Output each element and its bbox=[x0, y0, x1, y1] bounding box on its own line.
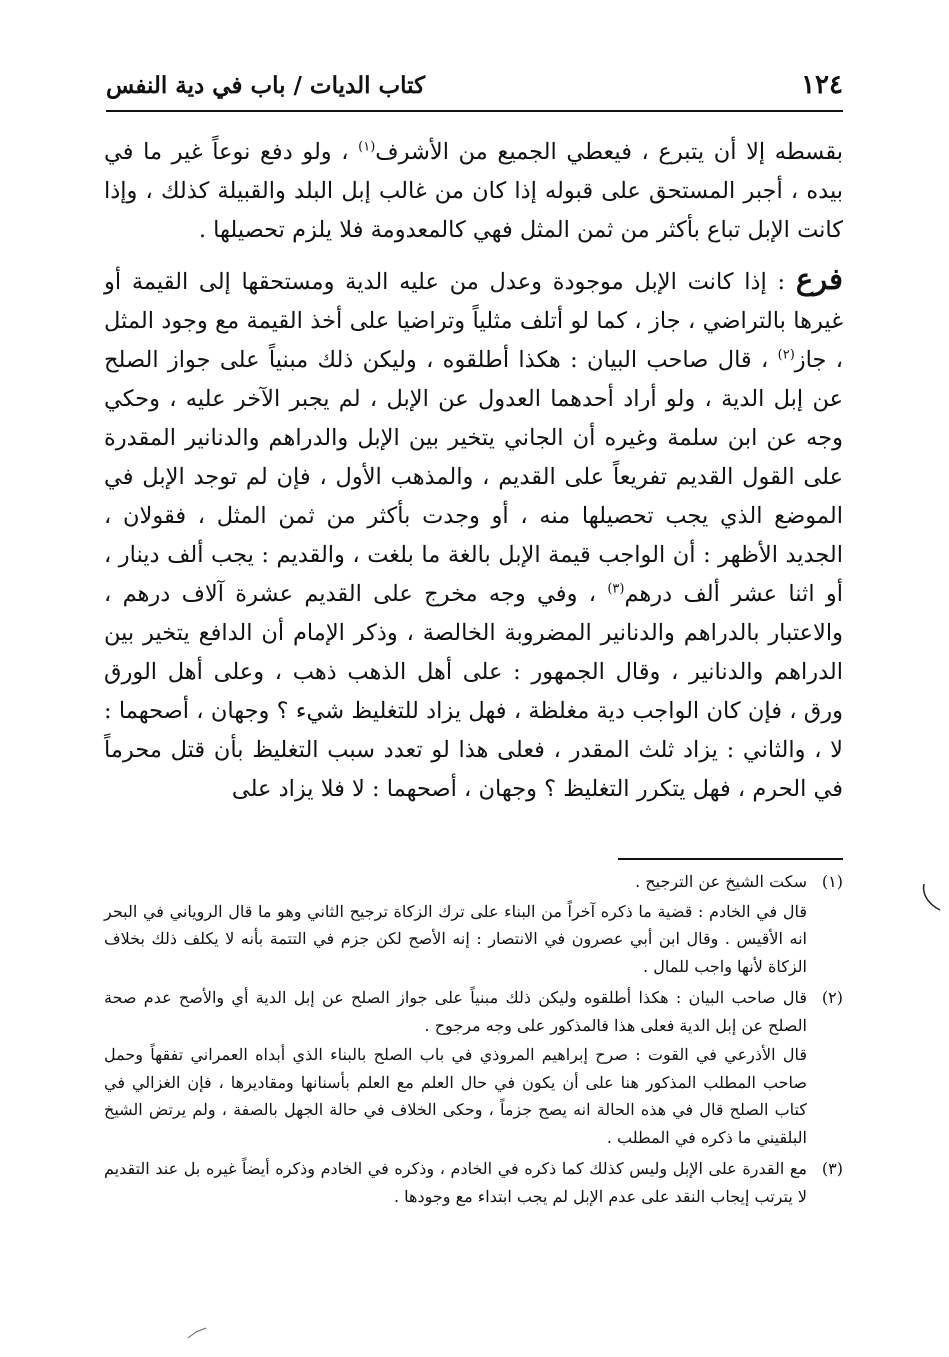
page-number: ١٢٤ bbox=[801, 70, 843, 100]
footnote-1 bbox=[104, 868, 843, 980]
scan-speck-icon bbox=[186, 1326, 208, 1340]
footnote-text: مع القدرة على الإبل وليس كذلك كما ذكره في الخادم ، وذكره في الخادم وذكره أيضاً غيره بل عند التقديم لا يترتب إيجاب النقد على عدم الإبل لم يجب ابتداء مع وجودها . bbox=[104, 1159, 807, 1206]
footnote-text: قال الأذرعي في القوت : صرح إبراهيم المروذي في باب الصلح بالبناء الذي أبداه العمراني تفقهاً وحمل صاحب المطلب المذكور هنا على أن يكون في حال العلم مع العلم بأسنانها ومقاديرها ، فإن الغزالي في كتاب الصلح قال في هذه الحالة انه يصح جزماً ، وحكى الخلاف في حالة الجهل بالصفة ، ولم يرتض الشيخ البلقيني ما ذكره في المطلب . bbox=[104, 1045, 807, 1147]
section-lead-word: فرع bbox=[795, 262, 843, 296]
footnote-separator bbox=[618, 858, 843, 860]
footnote-3 bbox=[104, 1155, 843, 1210]
footnote-number: (١) bbox=[821, 872, 843, 891]
running-header bbox=[106, 60, 843, 112]
footnote-2 bbox=[104, 984, 843, 1151]
paragraph-text: ، ولو دفع نوعاً غير ما في بيده ، أجبر المستحق على قبوله إذا كان من غالب إبل البلد والقبيلة كذلك ، وإذا كانت الإبل تباع بأكثر من ثمن المثل فهي كالمعدومة فلا يلزم تحصيلها . bbox=[104, 139, 843, 243]
running-title: كتاب الديات / باب في دية النفس bbox=[106, 72, 426, 99]
footnotes bbox=[104, 868, 843, 1210]
paragraph-1 bbox=[104, 133, 843, 250]
paragraph-text: ، وفي وجه مخرج على القديم عشرة آلاف درهم ، والاعتبار بالدراهم والدنانير المضروبة الخالصة ، وذكر الإمام أن الدافع يتخير بين الدراهم والدنانير ، وقال الجمهور : على أهل الذهب ذهب ، وعلى أهل الورق ورق ، فإن كان الواجب دية مغلظة ، فهل يزاد للتغليظ شيء ؟ وجهان ، أصحهما : لا ، والثاني : يزاد ثلث المقدر ، فعلى هذا لو تعدد سبب التغليظ بأن قتل محرماً في الحرم ، فهل يتكرر التغليظ ؟ وجهان ، أصحهما : لا فلا يزاد على bbox=[104, 581, 843, 802]
footnote-number: (٣) bbox=[821, 1159, 843, 1178]
scan-mark-icon bbox=[920, 882, 942, 912]
paragraph-text: ، قال صاحب البيان : هكذا أطلقوه ، وليكن ذلك مبنياً على جواز الصلح عن إبل الدية ، ولو أراد أحدهما العدول عن الإبل ، لم يجبر الآخر عليه ، وحكي وجه عن ابن سلمة وغيره أن الجاني يتخير بين الإبل والدراهم والدنانير المقدرة على القول القديم تفريعاً على القديم ، والمذهب الأول ، فإن لم توجد الإبل في الموضع الذي يجب تحصيلها منه ، أو وجدت بأكثر من ثمن المثل ، فقولان ، الجديد الأظهر : أن الواجب قيمة الإبل بالغة ما بلغت ، والقديم : يجب ألف دينار ، أو اثنا عشر ألف درهم bbox=[104, 347, 843, 607]
footnote-ref-2: (٢) bbox=[777, 347, 795, 363]
paragraph-text: بقسطه إلا أن يتبرع ، فيعطي الجميع من الأشرف bbox=[375, 139, 844, 165]
footnote-number: (٢) bbox=[821, 988, 843, 1007]
paragraph-text: : إذا كانت الإبل موجودة وعدل من عليه الدية ومستحقها إلى القيمة أو غيرها بالتراضي ، جاز ، كما لو أتلف مثلياً وتراضيا على أخذ القيمة مع وجود المثل ، جاز bbox=[104, 269, 843, 373]
main-text bbox=[104, 133, 843, 809]
footnote-text: قال في الخادم : قضية ما ذكره آخراً من البناء على ترك الزكاة ترجيح الثاني وهو ما قال الروياني في البحر انه الأقيس . وقال ابن أبي عصرون في الانتصار : إنه الأصح لكن جزم في التتمة بأنه لا يكلف ذلك بخلاف الزكاة لأنها واجب للمال . bbox=[104, 901, 807, 976]
footnote-text: سكت الشيخ عن الترجيح . bbox=[635, 872, 807, 891]
paragraph-2 bbox=[104, 260, 843, 809]
footnote-ref-3: (٣) bbox=[607, 581, 625, 597]
footnote-text: قال صاحب البيان : هكذا أطلقوه وليكن ذلك مبنياً على جواز الصلح عن إبل الدية أي والأصح عدم صحة الصلح عن إبل الدية فعلى هذا فالمذكور على وجه مرجوح . bbox=[104, 988, 807, 1035]
footnote-ref-1: (١) bbox=[358, 139, 376, 155]
